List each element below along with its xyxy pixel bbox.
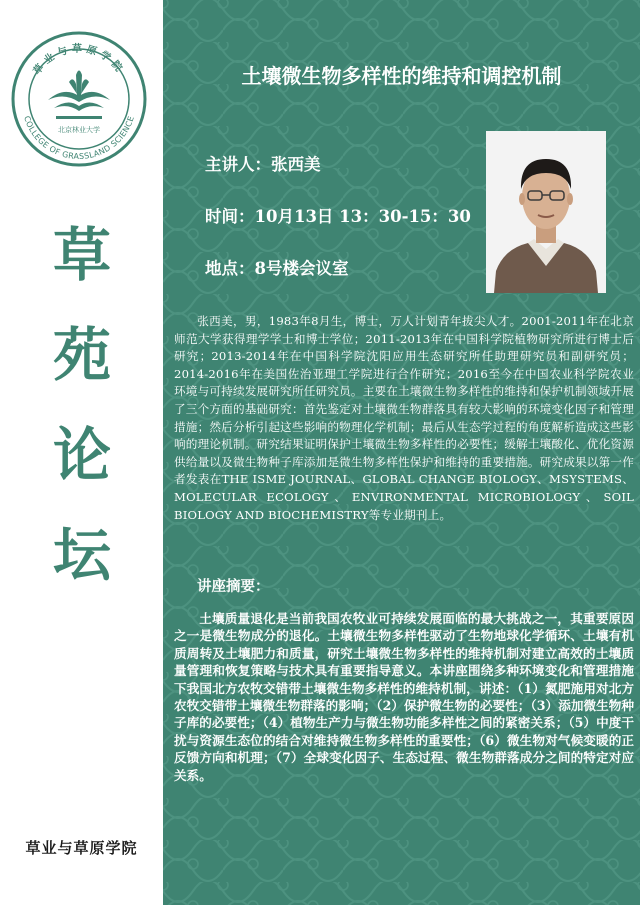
forum-title-char: 苑 [52, 321, 111, 389]
forum-title-char: 论 [52, 421, 111, 489]
college-seal-icon [10, 30, 148, 168]
abstract-text: 土壤质量退化是当前我国农牧业可持续发展面临的最大挑战之一，其重要原因之一是微生物成分的退化。土壤微生物多样性驱动了生物地球化学循环、土壤有机质周转及土壤肥力和质量，研究土壤微生物多样性的维持机制对建立高效的土壤质量管理和恢复策略与技术具有重要指导意义。本讲座围绕多种环境变化和管理措施下我国北方农牧交错带土壤微生物多样性的维持机制，讲述：（1）氮肥施用对北方农牧交错带土壤微生物群落的影响；（2）保护微生物的必要性；（3）添加微生物种子库的必要性；（4）植物生产力与微生物功能多样性之间的紧密关系；（5）中度干扰与资源生态位的结合对维持微生物多样性的重要性；（6）微生物对气候变暖的正反馈方向和机理；（7）全球变化因子、生态过程、微生物群落成分之间的特定对应关系。 [174, 611, 634, 783]
svg-text:COLLEGE OF GRASSLAND SCIENCE [22, 115, 136, 161]
logo-english-text: COLLEGE OF GRASSLAND SCIENCE [22, 114, 136, 162]
speaker-photo [486, 131, 606, 293]
abstract-heading: 讲座摘要： [197, 578, 270, 595]
logo-arc-text: 草业与草原学院 [31, 44, 127, 77]
speaker-portrait-image [486, 131, 606, 293]
left-column [0, 0, 163, 905]
time-label: 时间：10月13日 13：30-15：30 [205, 207, 471, 226]
forum-title-char: 草 [52, 221, 111, 289]
logo-university-text: 北京林业大学 [58, 126, 100, 134]
college-logo [10, 30, 148, 168]
college-name: 草业与草原学院 [25, 839, 138, 857]
speaker-label: 主讲人：张西美 [205, 155, 321, 174]
speaker-bio: 张西美，男，1983年8月生，博士，万人计划青年拔尖人才。2001-2011年在北京师范大学获得理学学士和博士学位；2011-2013年在中国科学院植物研究所进行博士后研究；2013-2014年在中国科学院沈阳应用生态研究所任助理研究员和副研究员；2014-2016年在美国佐治亚理工学院进行合作研究；2016至今在中国农业科学院农业环境与可持续发展研究所任研究员。主要在土壤微生物多样性的维持和保护机制领域开展了三个方面的基础研究：首先鉴定对土壤微生物群落具有较大影响的环境变化因子和管理措施；然后分析引起这些影响的物理化学机制；最后从生态学过程的角度解析造成这些影响的理论机制。研究结果证明保护土壤微生物多样性的必要性；缓解土壤酸化、优化资源供给量以及微生物种子库添加是微生物多样性保护和维持的重要措施。研究成果以第一作者发表在THE ISME JOURNAL、GLOBAL CHANGE BIOLOGY、MSYSTEMS、MOLECULAR ECOLOGY、ENVIRONMENTAL MICROBIOLOGY、SOIL BIOLOGY AND BIOCHEMISTRY等专业期刊上。 [174, 314, 634, 522]
forum-title-char: 坛 [52, 521, 111, 589]
poster-panel [163, 0, 640, 905]
talk-title: 土壤微生物多样性的维持和调控机制 [241, 64, 562, 88]
forum-title [46, 205, 118, 605]
location-label: 地点：8号楼会议室 [205, 259, 349, 278]
